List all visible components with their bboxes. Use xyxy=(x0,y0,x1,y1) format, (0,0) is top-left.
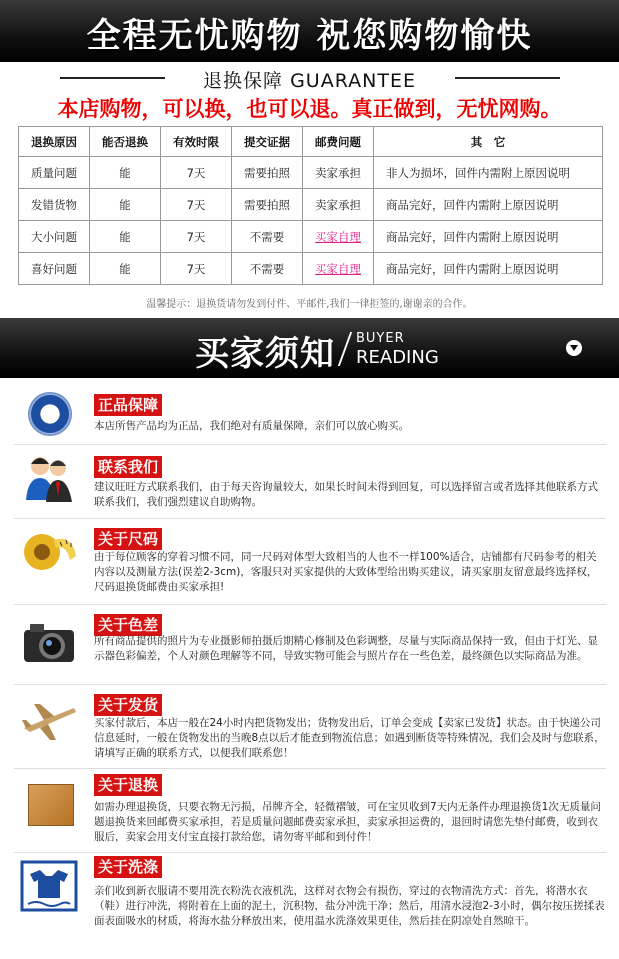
table-row xyxy=(19,189,603,221)
divider xyxy=(14,518,606,519)
customer-service-icon xyxy=(20,452,78,504)
divider xyxy=(14,852,606,853)
section-shipping xyxy=(0,688,619,766)
table-header-row xyxy=(19,127,603,157)
buyer-reading-en: READING xyxy=(356,347,439,368)
table-cell: 商品完好，回件内需附上原因说明 xyxy=(374,189,603,221)
section-body: 由于每位顾客的穿着习惯不同，同一尺码对体型大致相当的人也不一样100%适合，店铺都有尺码参考的相关内容以及测量方法(误差2-3cm)，客服只对买家提供的大致体型给出购买建议，请买家朋友留意最终选择权，尺码退换货邮费由买家承担! xyxy=(94,551,598,593)
section-body: 如需办理退换货，只要衣物无污损，吊牌齐全，轻微褶皱，可在宝贝收到7天内无条件办理退换货1次无质量问题退换货来回邮费买家承担，若是质量问题邮费卖家承担，卖家承担运费的，退回时请您先垫付邮费，收到衣服后，卖家会用支付宝直接打款给您，请勿寄平邮和到付件！ xyxy=(94,801,601,843)
section-body: 建议旺旺方式联系我们，由于每天咨询量较大，如果长时间未得到回复，可以选择留言或者选择其他联系方式联系我们，我们强烈建议自助购物。 xyxy=(94,481,598,508)
table-row xyxy=(19,253,603,285)
column-header: 有效时限 xyxy=(161,127,232,157)
section-label: 正品保障 xyxy=(94,394,162,416)
table-cell: 质量问题 xyxy=(19,157,90,189)
section-body: 本店所售产品均为正品，我们绝对有质量保障，亲们可以放心购买。 xyxy=(94,420,409,432)
section-label: 关于尺码 xyxy=(94,528,162,550)
section-washing xyxy=(0,856,619,956)
table-cell: 喜好问题 xyxy=(19,253,90,285)
table-cell: 不需要 xyxy=(232,221,303,253)
divider xyxy=(14,684,606,685)
section-size xyxy=(0,522,619,600)
column-header: 退换原因 xyxy=(19,127,90,157)
table-cell: 卖家承担 xyxy=(303,157,374,189)
buyer-pays-link[interactable]: 买家自理 xyxy=(303,253,374,285)
table-cell: 商品完好，回件内需附上原因说明 xyxy=(374,253,603,285)
section-label: 关于发货 xyxy=(94,694,162,716)
section-label: 联系我们 xyxy=(94,456,162,478)
divider xyxy=(14,444,606,445)
return-policy-table xyxy=(18,126,603,285)
warm-tip: 温馨提示：退换货请勿发到付件、平邮件,我们一律拒签的,谢谢亲的合作。 xyxy=(146,299,473,310)
section-returns xyxy=(0,772,619,852)
column-header: 邮费问题 xyxy=(303,127,374,157)
guarantee-heading xyxy=(0,66,619,90)
column-header: 能否退换 xyxy=(90,127,161,157)
table-cell: 7天 xyxy=(161,157,232,189)
divider xyxy=(338,332,352,366)
section-contact xyxy=(0,448,619,512)
table-row xyxy=(19,221,603,253)
table-cell: 不需要 xyxy=(232,253,303,285)
section-color xyxy=(0,608,619,684)
table-cell: 需要拍照 xyxy=(232,157,303,189)
table-cell: 7天 xyxy=(161,221,232,253)
table-cell: 能 xyxy=(90,253,161,285)
slogan: 本店购物，可以换，也可以退。真正做到，无忧网购。 xyxy=(57,97,562,121)
table-cell: 7天 xyxy=(161,189,232,221)
measuring-tape-icon xyxy=(20,526,78,578)
banner-title: 全程无忧购物 祝您购物愉快 xyxy=(86,16,533,56)
table-cell: 商品完好，回件内需附上原因说明 xyxy=(374,221,603,253)
section-quality xyxy=(0,388,619,440)
camera-icon xyxy=(20,618,78,670)
chevron-down-icon[interactable] xyxy=(566,340,582,356)
divider xyxy=(14,604,606,605)
column-header: 提交证据 xyxy=(232,127,303,157)
section-label: 关于洗涤 xyxy=(94,856,162,878)
section-body: 所有商品提供的照片为专业摄影师拍摄后期精心修制及色彩调整，尽量与实际商品保持一致，但由于灯光、显示器色彩偏差，个人对颜色理解等不同，导致实物可能会与照片存在一些色差，最终颜色以实际商品为准。 xyxy=(94,635,598,662)
section-label: 关于色差 xyxy=(94,614,162,636)
table-cell: 非人为损坏，回件内需附上原因说明 xyxy=(374,157,603,189)
table-cell: 7天 xyxy=(161,253,232,285)
quality-badge-icon: S xyxy=(28,392,72,436)
table-cell: 大小问题 xyxy=(19,221,90,253)
guarantee-title: 退换保障 GUARANTEE xyxy=(203,70,416,92)
top-banner xyxy=(0,0,619,62)
table-cell: 发错货物 xyxy=(19,189,90,221)
section-label: 关于退换 xyxy=(94,774,162,796)
section-body: 买家付款后，本店一般在24小时内把货物发出；货物发出后，订单会变成【卖家已发货】状态。由于快递公司信息延时，一般在货物发出的当晚8点以后才能查到物流信息；如遇到断货等特殊情况，我们会及时与您联系，请填写正确的联系方式，以便我们联系您！ xyxy=(94,717,605,759)
package-box-icon xyxy=(28,784,74,826)
buyer-reading-en: BUYER xyxy=(356,331,405,346)
section-body: 亲们收到新衣服请不要用洗衣粉洗衣液机洗，这样对衣物会有损伤，穿过的衣物清洗方式：首先，将潜水衣（鞋）进行冲洗，将附着在上面的泥土，沉积物，盐分冲洗干净；然后，用清水浸泡2-3小时，偶尔按压搓揉表面表面吸水的材质，将海水盐分释放出来，使用温水洗涤效果更佳，然后挂在阴凉处自然晾干。 xyxy=(94,885,605,927)
airplane-icon xyxy=(20,694,78,746)
table-row xyxy=(19,157,603,189)
table-cell: 能 xyxy=(90,157,161,189)
table-cell: 能 xyxy=(90,189,161,221)
buyer-pays-link[interactable]: 买家自理 xyxy=(303,221,374,253)
washing-icon xyxy=(20,860,78,912)
table-cell: 卖家承担 xyxy=(303,189,374,221)
buyer-reading-banner xyxy=(0,318,619,378)
divider xyxy=(14,768,606,769)
table-cell: 能 xyxy=(90,221,161,253)
buyer-reading-title: 买家须知 xyxy=(195,334,335,374)
column-header: 其 它 xyxy=(374,127,603,157)
divider xyxy=(455,77,560,79)
table-cell: 需要拍照 xyxy=(232,189,303,221)
